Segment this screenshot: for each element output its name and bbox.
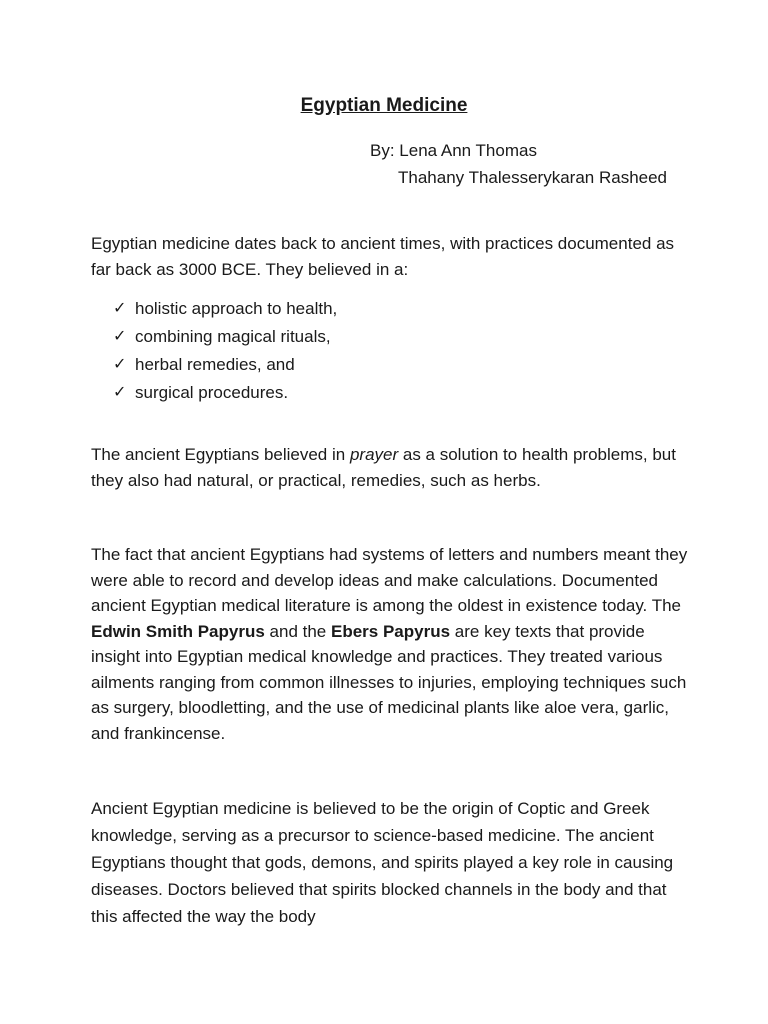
byline-author-1: By: Lena Ann Thomas [370,141,537,160]
papyrus-text-3: are key texts that provide insight into Egyptian medical knowledge and practices. They treated various ailments ranging from common illnesses to injuries, employing techniques such as surgery, bloodletting, and the use of medicinal plants like aloe vera, garlic, and frankincense. [91,621,687,743]
byline [370,137,667,191]
checkmark-icon: ✓ [113,300,127,317]
papyrus-text-2: and the [264,621,331,641]
prayer-paragraph [91,442,691,493]
list-item [113,351,337,379]
edwin-smith-papyrus: Edwin Smith Papyrus [91,621,265,641]
intro-paragraph: Egyptian medicine dates back to ancient times, with practices documented as far back as 3000 BCE. They believed in a: [91,234,675,279]
origin-paragraph: Ancient Egyptian medicine is believed to be the origin of Coptic and Greek knowledge, serving as a precursor to science-based medicine. The ancient Egyptians thought that gods, demons, and spirits played a key role in causing diseases. Doctors believed that spirits blocked channels in the body and that this affected the way the body [91,799,674,926]
list-item-text: herbal remedies, and [135,355,295,374]
list-item [113,379,337,407]
list-item [113,323,337,351]
ebers-papyrus: Ebers Papyrus [330,621,451,641]
prayer-text-after: as a solution to health problems, but they also had natural, or practical, remedies, such as herbs. [91,445,676,490]
prayer-text-before: The ancient Egyptians believed in [91,445,350,464]
list-item [113,295,337,323]
list-item-text: holistic approach to health, [135,299,338,318]
checkmark-icon: ✓ [113,356,127,373]
checkmark-icon: ✓ [113,328,127,345]
byline-author-2: Thahany Thalesserykaran Rasheed [398,168,668,187]
belief-checklist [113,295,337,407]
prayer-emphasis: prayer [349,445,399,464]
checkmark-icon: ✓ [113,384,127,401]
papyrus-paragraph [91,542,691,746]
papyrus-text-1: The fact that ancient Egyptians had systems of letters and numbers meant they were able to record and develop ideas and make calculations. Documented ancient Egyptian medical literature is among the oldest in existence today. The [91,545,688,615]
list-item-text: combining magical rituals, [135,327,331,346]
list-item-text: surgical procedures. [135,383,289,402]
page-title: Egyptian Medicine [300,95,468,116]
